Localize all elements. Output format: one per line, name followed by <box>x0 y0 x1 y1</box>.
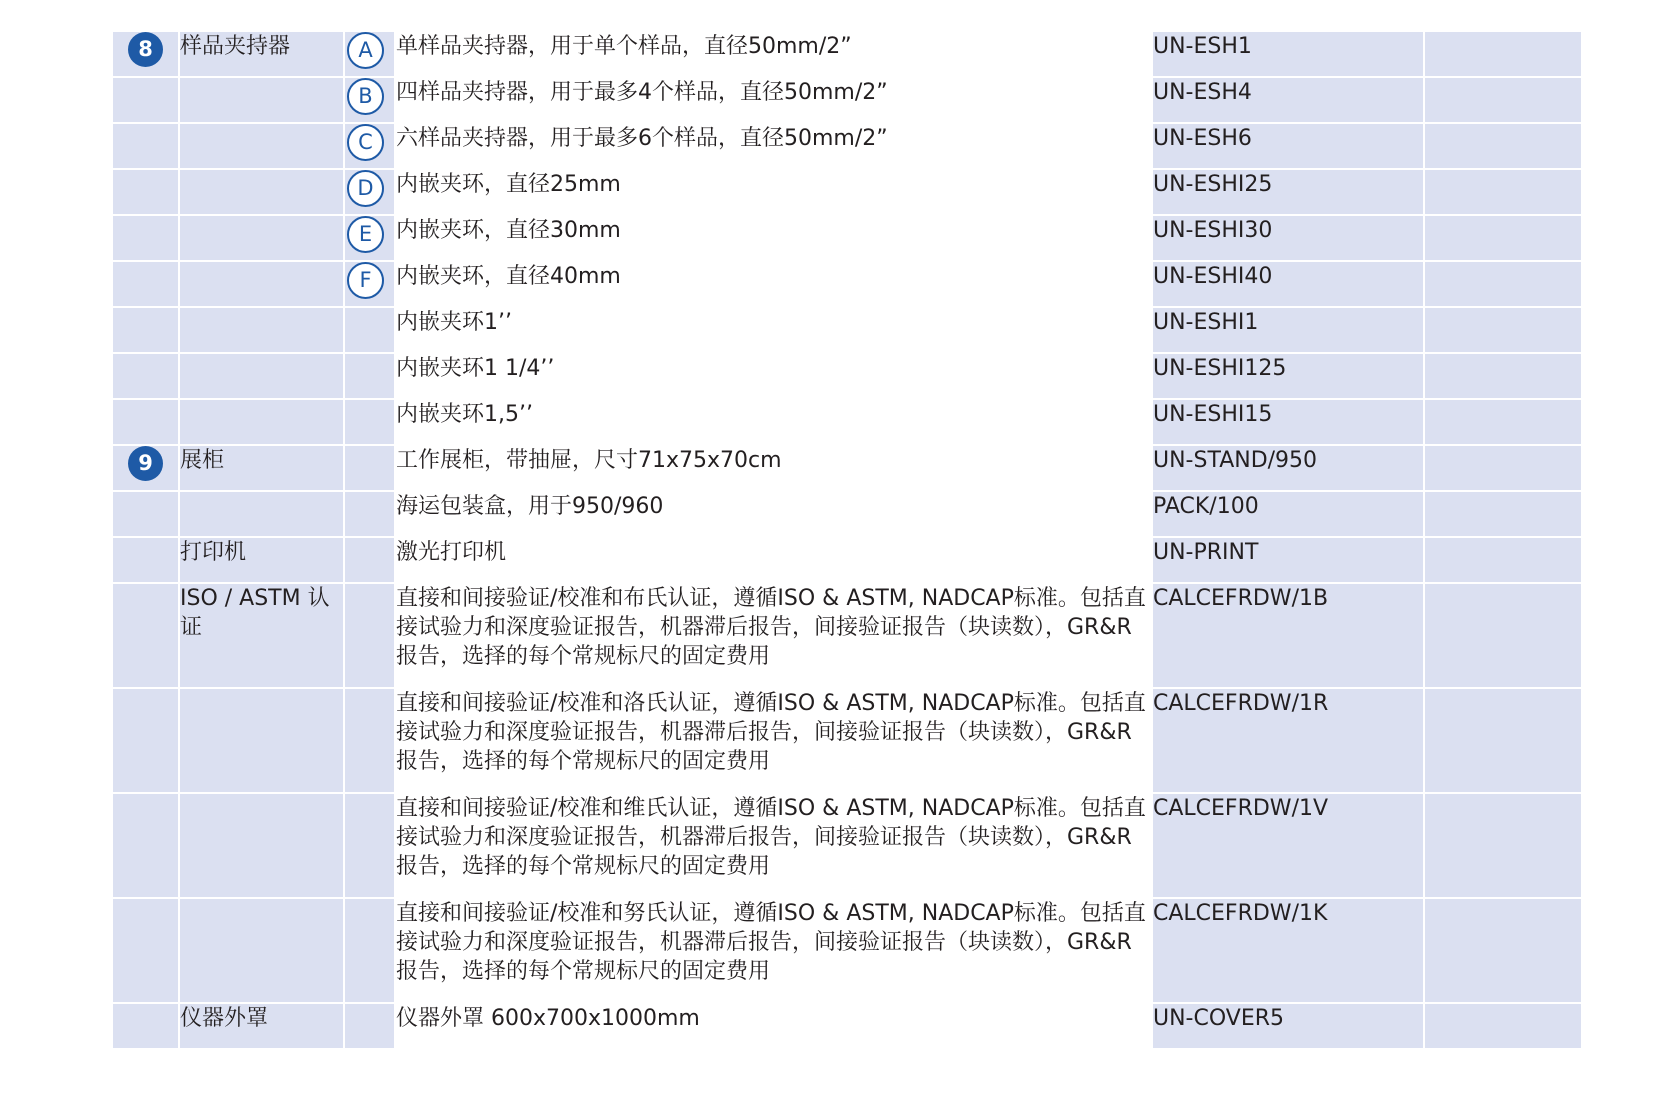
description-cell: 海运包装盒，用于950/960 <box>395 491 1152 537</box>
variant-letter-badge: B <box>347 78 384 115</box>
product-code-cell: UN-ESHI40 <box>1152 261 1424 307</box>
empty-cell <box>1424 169 1582 215</box>
product-code-cell: CALCEFRDW/1B <box>1152 583 1424 688</box>
table-row <box>112 215 1582 261</box>
table-row <box>112 793 1582 898</box>
empty-cell <box>1424 353 1582 399</box>
description-cell: 内嵌夹环1’’ <box>395 307 1152 353</box>
item-number-cell <box>112 261 179 307</box>
product-code-cell: UN-ESHI25 <box>1152 169 1424 215</box>
description-cell: 六样品夹持器，用于最多6个样品，直径50mm/2” <box>395 123 1152 169</box>
description-cell: 直接和间接验证/校准和布氏认证，遵循ISO & ASTM, NADCAP标准。包括直接试验力和深度验证报告，机器滞后报告，间接验证报告（块读数），GR&R报告，选择的每个常规标尺的固定费用 <box>395 583 1152 688</box>
item-number-badge: 9 <box>128 446 163 481</box>
category-cell: 打印机 <box>179 537 344 583</box>
product-code-cell: UN-ESH1 <box>1152 31 1424 77</box>
description-cell: 工作展柜，带抽屉，尺寸71x75x70cm <box>395 445 1152 491</box>
description-cell: 直接和间接验证/校准和努氏认证，遵循ISO & ASTM, NADCAP标准。包括直接试验力和深度验证报告，机器滞后报告，间接验证报告（块读数），GR&R报告，选择的每个常规标尺的固定费用 <box>395 898 1152 1003</box>
variant-letter-cell <box>344 31 395 77</box>
accessories-table <box>111 30 1583 1050</box>
empty-cell <box>1424 688 1582 793</box>
empty-cell <box>1424 491 1582 537</box>
table-row <box>112 445 1582 491</box>
table-row <box>112 123 1582 169</box>
category-cell <box>179 261 344 307</box>
category-cell: 展柜 <box>179 445 344 491</box>
empty-cell <box>1424 307 1582 353</box>
category-cell <box>179 898 344 1003</box>
variant-letter-cell <box>344 583 395 688</box>
empty-cell <box>1424 31 1582 77</box>
table-row <box>112 31 1582 77</box>
item-number-cell <box>112 399 179 445</box>
category-cell: 样品夹持器 <box>179 31 344 77</box>
product-code-cell: UN-ESHI1 <box>1152 307 1424 353</box>
description-cell: 内嵌夹环，直径25mm <box>395 169 1152 215</box>
category-cell <box>179 123 344 169</box>
table-row <box>112 77 1582 123</box>
table-row <box>112 261 1582 307</box>
table-row <box>112 688 1582 793</box>
empty-cell <box>1424 445 1582 491</box>
variant-letter-cell <box>344 77 395 123</box>
category-cell: 仪器外罩 <box>179 1003 344 1049</box>
item-number-cell <box>112 583 179 688</box>
variant-letter-badge: E <box>347 216 384 253</box>
category-cell <box>179 793 344 898</box>
item-number-cell <box>112 353 179 399</box>
item-number-cell <box>112 445 179 491</box>
item-number-cell <box>112 898 179 1003</box>
product-code-cell: PACK/100 <box>1152 491 1424 537</box>
table-row <box>112 537 1582 583</box>
accessories-table-body <box>112 31 1582 1049</box>
product-code-cell: CALCEFRDW/1R <box>1152 688 1424 793</box>
variant-letter-cell <box>344 215 395 261</box>
variant-letter-badge: F <box>347 262 384 299</box>
variant-letter-cell <box>344 261 395 307</box>
variant-letter-cell <box>344 445 395 491</box>
item-number-cell <box>112 31 179 77</box>
item-number-cell <box>112 688 179 793</box>
table-row <box>112 583 1582 688</box>
empty-cell <box>1424 215 1582 261</box>
item-number-cell <box>112 215 179 261</box>
category-cell <box>179 688 344 793</box>
description-cell: 直接和间接验证/校准和洛氏认证，遵循ISO & ASTM, NADCAP标准。包括直接试验力和深度验证报告，机器滞后报告，间接验证报告（块读数），GR&R报告，选择的每个常规标尺的固定费用 <box>395 688 1152 793</box>
variant-letter-cell <box>344 399 395 445</box>
table-row <box>112 491 1582 537</box>
item-number-cell <box>112 169 179 215</box>
variant-letter-cell <box>344 793 395 898</box>
table-row <box>112 1003 1582 1049</box>
table-row <box>112 399 1582 445</box>
variant-letter-cell <box>344 1003 395 1049</box>
category-cell: ISO / ASTM 认证 <box>179 583 344 688</box>
description-cell: 激光打印机 <box>395 537 1152 583</box>
product-code-cell: UN-ESHI125 <box>1152 353 1424 399</box>
empty-cell <box>1424 793 1582 898</box>
item-number-cell <box>112 793 179 898</box>
item-number-cell <box>112 123 179 169</box>
empty-cell <box>1424 77 1582 123</box>
category-cell <box>179 215 344 261</box>
description-cell: 仪器外罩 600x700x1000mm <box>395 1003 1152 1049</box>
variant-letter-cell <box>344 688 395 793</box>
description-cell: 单样品夹持器，用于单个样品，直径50mm/2” <box>395 31 1152 77</box>
product-code-cell: UN-PRINT <box>1152 537 1424 583</box>
product-code-cell: UN-ESH4 <box>1152 77 1424 123</box>
table-row <box>112 169 1582 215</box>
variant-letter-cell <box>344 491 395 537</box>
category-cell <box>179 491 344 537</box>
description-cell: 四样品夹持器，用于最多4个样品，直径50mm/2” <box>395 77 1152 123</box>
table-row <box>112 353 1582 399</box>
category-cell <box>179 353 344 399</box>
variant-letter-cell <box>344 123 395 169</box>
category-cell <box>179 307 344 353</box>
category-cell <box>179 77 344 123</box>
item-number-cell <box>112 491 179 537</box>
empty-cell <box>1424 537 1582 583</box>
description-cell: 内嵌夹环，直径40mm <box>395 261 1152 307</box>
product-code-cell: CALCEFRDW/1K <box>1152 898 1424 1003</box>
empty-cell <box>1424 898 1582 1003</box>
item-number-badge: 8 <box>128 32 163 67</box>
product-code-cell: UN-ESHI30 <box>1152 215 1424 261</box>
empty-cell <box>1424 1003 1582 1049</box>
item-number-cell <box>112 1003 179 1049</box>
product-code-cell: UN-ESHI15 <box>1152 399 1424 445</box>
item-number-cell <box>112 537 179 583</box>
variant-letter-cell <box>344 307 395 353</box>
empty-cell <box>1424 123 1582 169</box>
product-code-cell: UN-STAND/950 <box>1152 445 1424 491</box>
variant-letter-badge: A <box>347 32 384 69</box>
description-cell: 内嵌夹环1,5’’ <box>395 399 1152 445</box>
variant-letter-cell <box>344 898 395 1003</box>
table-row <box>112 307 1582 353</box>
variant-letter-badge: D <box>347 170 384 207</box>
variant-letter-cell <box>344 169 395 215</box>
item-number-cell <box>112 307 179 353</box>
description-cell: 内嵌夹环，直径30mm <box>395 215 1152 261</box>
empty-cell <box>1424 583 1582 688</box>
product-code-cell: UN-COVER5 <box>1152 1003 1424 1049</box>
description-cell: 内嵌夹环1 1/4’’ <box>395 353 1152 399</box>
product-code-cell: CALCEFRDW/1V <box>1152 793 1424 898</box>
variant-letter-cell <box>344 353 395 399</box>
variant-letter-cell <box>344 537 395 583</box>
variant-letter-badge: C <box>347 124 384 161</box>
empty-cell <box>1424 261 1582 307</box>
category-cell <box>179 169 344 215</box>
product-code-cell: UN-ESH6 <box>1152 123 1424 169</box>
empty-cell <box>1424 399 1582 445</box>
table-row <box>112 898 1582 1003</box>
description-cell: 直接和间接验证/校准和维氏认证，遵循ISO & ASTM, NADCAP标准。包括直接试验力和深度验证报告，机器滞后报告，间接验证报告（块读数），GR&R报告，选择的每个常规标尺的固定费用 <box>395 793 1152 898</box>
item-number-cell <box>112 77 179 123</box>
category-cell <box>179 399 344 445</box>
